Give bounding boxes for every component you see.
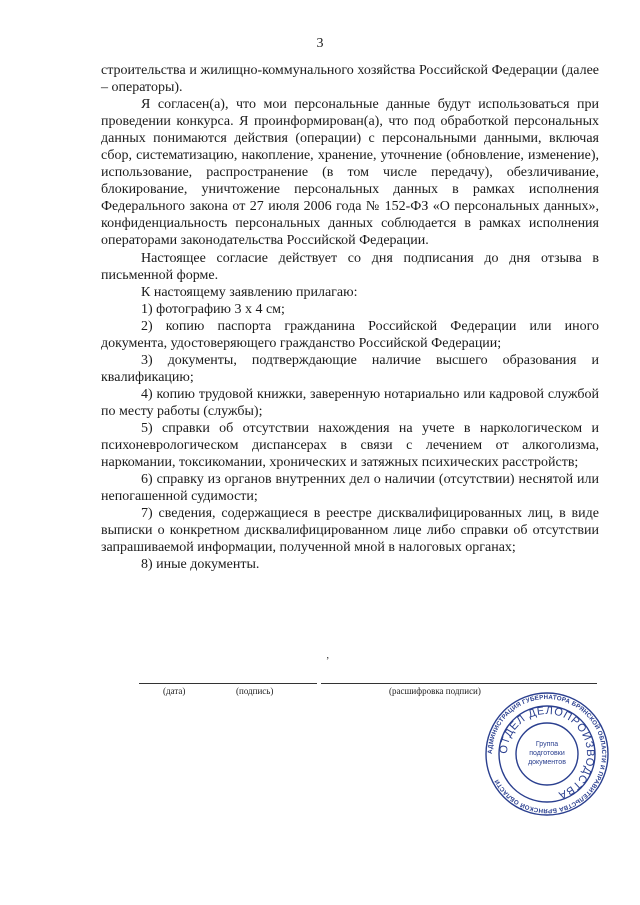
page-number: 3	[316, 36, 324, 51]
stamp-center-line: Группа	[535, 741, 559, 748]
signature-caption: (подпись)	[236, 686, 274, 696]
list-item: 4) копию трудовой книжки, заверенную нотариально или кадровой службой по месту работы (службы);	[101, 386, 599, 419]
list-item: 3) документы, подтверждающие наличие высшего образования и квалификацию;	[101, 352, 599, 385]
list-item: 2) копию паспорта гражданина Российской Федерации или иного документа, удостоверяющего гражданство Российской Федерации;	[101, 318, 599, 351]
list-item: 7) сведения, содержащиеся в реестре дисквалифицированных лиц, в виде выписки о конкретном дисквалифицированном лице либо справки об отсутствии запрашиваемой информации, полученной мной в налоговых органах;	[101, 506, 599, 556]
transcript-line[interactable]	[321, 683, 597, 684]
stamp-center-line: подготовки	[529, 750, 565, 757]
paragraph: строительства и жилищно-коммунального хозяйства Российской Федерации (далее – операторы).	[101, 63, 599, 96]
stamp-outer-text: АДМИНИСТРАЦИЯ ГУБЕРНАТОРА БРЯНСКОЙ ОБЛАСТИ И ПРАВИТЕЛЬСТВА БРЯНСКОЙ ОБЛАСТИ	[486, 693, 608, 815]
paragraph: К настоящему заявлению прилагаю:	[141, 284, 358, 300]
list-item: 1) фотографию 3 х 4 см;	[141, 301, 285, 317]
paragraph: Настоящее согласие действует со дня подписания до дня отзыва в письменной форме.	[101, 250, 599, 283]
list-item: 5) справки об отсутствии нахождения на учете в наркологическом и психоневрологическом диспансерах в связи с лечением от алкоголизма, наркомании, токсикомании, хронических и затяжных психических расстройств;	[101, 420, 599, 471]
document-body	[101, 62, 599, 573]
tick-mark: ʼ	[326, 656, 330, 667]
date-caption: (дата)	[163, 686, 186, 696]
stamp-center-line: документов	[528, 759, 566, 766]
transcript-caption: (расшифровка подписи)	[389, 686, 481, 696]
signature-line[interactable]	[139, 683, 317, 684]
official-stamp	[483, 690, 611, 818]
paragraph: Я согласен(а), что мои персональные данные будут использоваться при проведении конкурса. Я проинформирован(а), что под обработкой персональных данных понимаются действия (операции) с персональными данными, включая сбор, систематизацию, накопление, хранение, уточнение (обновление, изменение), использование, распространение (в том числе передачу), обезличивание, блокирование, уничтожение персональных данных в рамках исполнения Федерального закона от 27 июля 2006 года № 152-ФЗ «О персональных данных», конфиденциальность персональных данных соблюдается в рамках исполнения операторами законодательства Российской Федерации.	[101, 97, 599, 249]
stamp-inner-text: ОТДЕЛ ДЕЛОПРОИЗВОДСТВА	[497, 704, 597, 802]
list-item: 6) справку из органов внутренних дел о наличии (отсутствии) неснятой или непогашенной судимости;	[101, 472, 599, 505]
list-item: 8) иные документы.	[141, 557, 260, 573]
